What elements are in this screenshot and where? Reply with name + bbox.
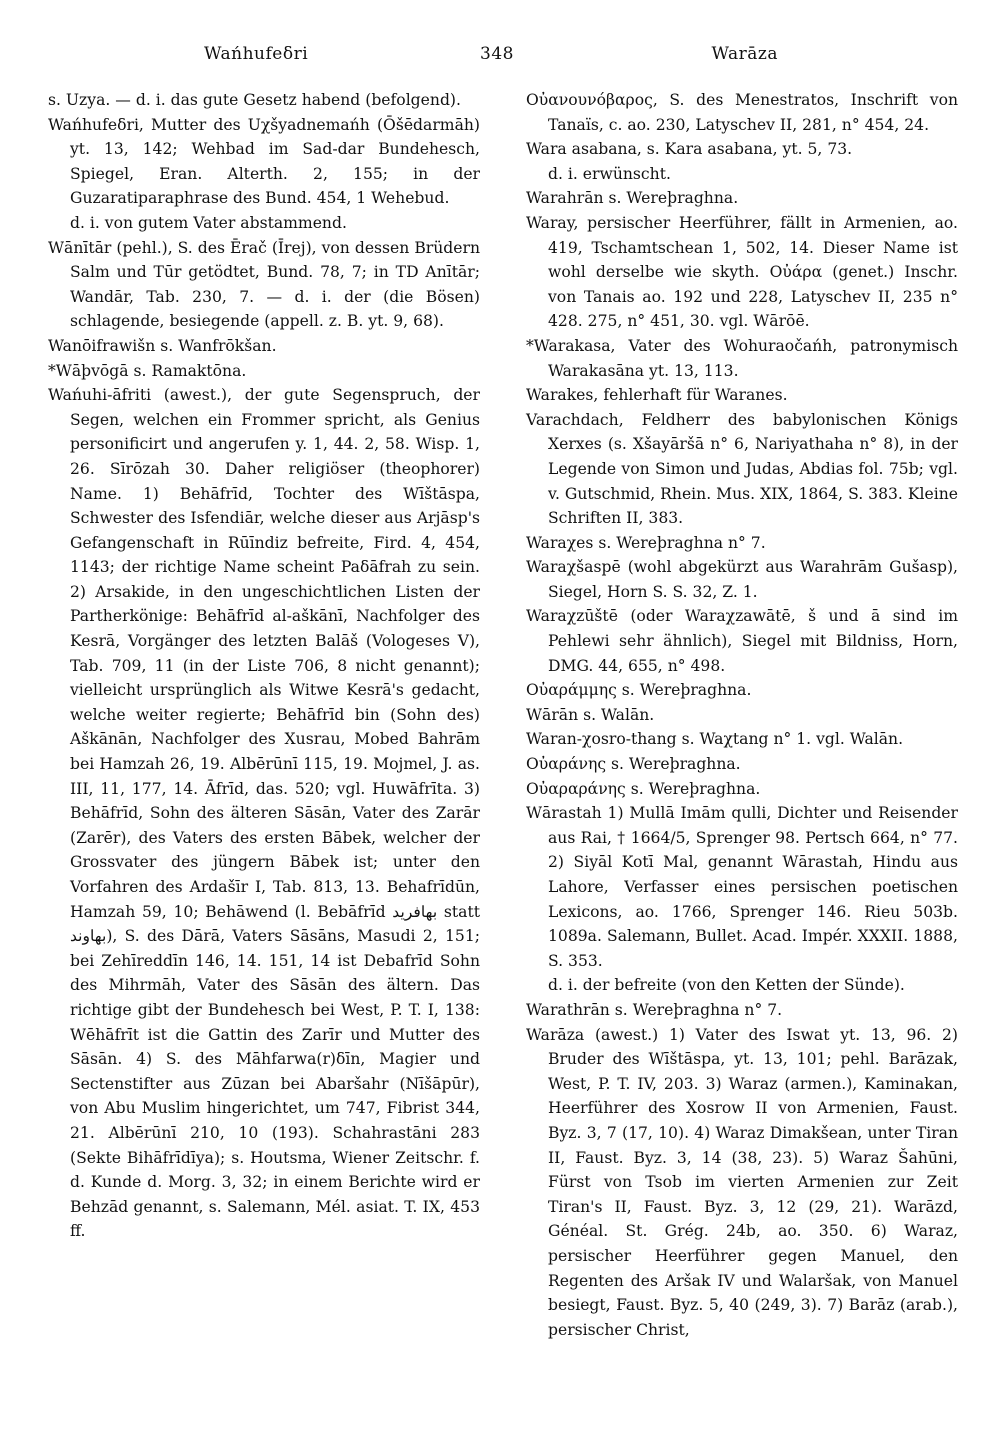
dictionary-entry: Waraχzūštē (oder Waraχzawātē, š und ā sind im Pehlewi sehr ähnlich), Siegel mit Bildniss, Horn, DMG. 44, 655, n° 498.	[526, 607, 958, 675]
dictionary-entry: *Warakasa, Vater des Wohuraočańh, patronymisch Warakasāna yt. 13, 113.	[526, 336, 958, 380]
dictionary-entry: Waran-χosro-thang s. Waχtang n° 1. vgl. Walān.	[526, 730, 904, 749]
dictionary-entry: Warahrān s. Wereþraghna.	[526, 189, 739, 208]
dictionary-entry: Warāza (awest.) 1) Vater des Iswat yt. 13, 96. 2) Bruder des Wīštāspa, yt. 13, 101; pehl. Barāzak, West, P. T. IV, 203. 3) Waraz (armen.), Kaminakan, Heerführer des Xosrow II von Armenien, Faust. Byz. 3, 7 (17, 10). 4) Waraz Dimakšean, unter Tiran II, Faust. Byz. 3, 14 (38, 23). 5) Waraz Šahūni, Fürst von Tsob im vierten Armenien zur Zeit Tiran's II, Faust. Byz. 3, 12 (29, 21). Warāzd, Généal. St. Grég. 24b, ao. 350. 6) Waraz, persischer Heerführer gegen Manuel, den Regenten des Aršak IV und Walaršak, von Manuel besiegt, Faust. Byz. 5, 40 (249, 3). 7) Barāz (arab.), persischer Christ,	[526, 1025, 958, 1339]
dictionary-entry: Wanōifrawišn s. Wanfrōkšan.	[48, 336, 277, 355]
dictionary-entry: *Wāþvōgā s. Ramaktōna.	[48, 361, 247, 380]
dictionary-entry: d. i. erwünscht.	[548, 164, 671, 183]
column-gutter	[492, 82, 493, 1412]
dictionary-entry: Wańuhi-āfriti (awest.), der gute Segenspruch, der Segen, welchen ein Frommer spricht, als Genius personificirt und angerufen y. 1, 44. 2, 58. Wisp. 1, 26. Sīrōzah 30. Daher religiöser (theophorer) Name. 1) Behāfrīd, Tochter des Wīštāspa, Schwester des Isfendiār, welche dieser aus Arjāsp's Gefangenschaft in Rūīndiz befreite, Fird. 4, 454, 1143; der richtige Name scheint Paδāfrah zu sein. 2) Arsakide, in den ungeschichtlichen Listen der Partherkönige: Behāfrīd al-aškānī, Nachfolger des Kesrā, Vorgänger des letzten Balāš (Vologeses V), Tab. 709, 11 (in der Liste 706, 8 nicht genannt); vielleicht ursprünglich als Witwe Kesrā's gedacht, welche weiter regierte; Behāfrīd bin (Sohn des) Aškānān, Nachfolger des Xusrau, Mobed Bahrām bei Hamzah 26, 19. Albērūnī 115, 19. Mojmel, J. as. III, 11, 177, 14. Āfrīd, das. 520; vgl. Huwāfrīta. 3) Behāfrīd, Sohn des älteren Sāsān, Vater des Zarār (Zarēr), des Vaters des ersten Bābek, welcher der Grossvater des jüngern Bābek ist; unter den Vorfahren des Ardašīr I, Tab. 813, 13. Behafrīdūn, Hamzah 59, 10; Behāwend (l. Bebāfrīd بهافريد statt بهاوند), S. des Dārā, Vaters Sāsāns, Masudi 2, 151; bei Zehīreddīn 146, 14. 151, 14 ist Debafrīd Sohn des Mihrmāh, Vater des Sāsān des ältern. Das richtige gibt der Bundehesch bei West, P. T. I, 138: Wēhāfrīt ist die Gattin des Zarīr und Mutter des Sāsān. 4) S. des Māhfarwa(r)δīn, Magier und Sectenstifter aus Zūzan bei Abaršahr (Nīšāpūr), von Abu Muslim hingerichtet, um 747, Fibrist 344, 21. Albērūnī 210, 10 (193). Schahrastāni 283 (Sekte Bihāfrīdīya); s. Houtsma, Wiener Zeitschr. f. d. Kunde d. Morg. 3, 32; in einem Berichte wird er Behzād genannt, s. Salemann, Mél. asiat. T. IX, 453 ff.	[48, 386, 480, 1241]
dictionary-entry: d. i. der befreite (von den Ketten der Sünde).	[548, 976, 905, 995]
dictionary-entry: Wārastah 1) Mullā Imām qulli, Dichter und Reisender aus Rai, † 1664/5, Sprenger 98. Pertsch 664, n° 77. 2) Siyāl Kotī Mal, genannt Wārastah, Hindu aus Lahore, Verfasser eines persischen poetischen Lexicons, ao. 1766, Sprenger 146. Rieu 503b. 1089a. Salemann, Bullet. Acad. Impér. XXXII. 1888, S. 353.	[526, 804, 958, 970]
running-header	[48, 44, 960, 74]
dictionary-entry: Waraχšaspē (wohl abgekürzt aus Warahrām Gušasp), Siegel, Horn S. S. 32, Z. 1.	[526, 558, 958, 601]
dictionary-entry: s. Uzya. — d. i. das gute Gesetz habend (befolgend).	[48, 91, 461, 109]
dictionary-entry: Οὐαράνης s. Wereþraghna.	[526, 755, 741, 774]
header-right-keyword: Warāza	[711, 44, 778, 64]
dictionary-entry: Waraχes s. Wereþraghna n° 7.	[526, 533, 766, 552]
dictionary-entry: Wańhufeδri, Mutter des Uχšyadnemańh (Ōšēdarmāh) yt. 13, 142; Wehbad im Sad-dar Bundehesch, Spiegel, Eran. Alterth. 2, 155; in der Guzaratiparaphrase des Bund. 454, 1 Wehebud.	[48, 115, 480, 208]
dictionary-entry: Waray, persischer Heerführer, fällt in Armenien, ao. 419, Tschamtschean 1, 502, 14. Dieser Name ist wohl derselbe wie skyth. Οὐάρα (genet.) Inschr. von Tanais ao. 192 und 228, Latyschev II, 235 n° 428. 275, n° 451, 30. vgl. Wārōē.	[526, 213, 958, 331]
page-number: 348	[480, 44, 514, 64]
dictionary-entry: Wārān s. Walān.	[526, 705, 655, 724]
dictionary-entry: Warathrān s. Wereþraghna n° 7.	[526, 1000, 783, 1019]
left-column	[48, 88, 480, 1244]
dictionary-entry: Οὐανουνόβαρος, S. des Menestratos, Inschrift von Tanaïs, c. ao. 230, Latyschev II, 281, n° 454, 24.	[526, 91, 958, 134]
dictionary-entry: Varachdach, Feldherr des babylonischen Königs Xerxes (s. Xšayāršā n° 6, Nariyathaha n° 8), in der Legende von Simon und Judas, Abdias fol. 75b; vgl. v. Gutschmid, Rhein. Mus. XIX, 1864, S. 383. Kleine Schriften II, 383.	[526, 410, 958, 528]
dictionary-entry: Οὐαράμμης s. Wereþraghna.	[526, 681, 752, 700]
header-left-keyword: Wańhufeδri	[204, 44, 309, 64]
dictionary-entry: Wara asabana, s. Kara asabana, yt. 5, 73.	[526, 140, 853, 159]
dictionary-entry: d. i. von gutem Vater abstammend.	[70, 213, 347, 232]
dictionary-entry: Warakes, fehlerhaft für Waranes.	[526, 386, 788, 405]
right-column	[526, 88, 958, 1342]
dictionary-entry: Οὐαραράνης s. Wereþraghna.	[526, 779, 761, 798]
dictionary-entry: Wānītār (pehl.), S. des Ērač (Īrej), von dessen Brüdern Salm und Tūr getödtet, Bund. 78, 7; in TD Anītār; Wandār, Tab. 230, 7. — d. i. der (die Bösen) schlagende, besiegende (appell. z. B. yt. 9, 68).	[48, 238, 480, 331]
